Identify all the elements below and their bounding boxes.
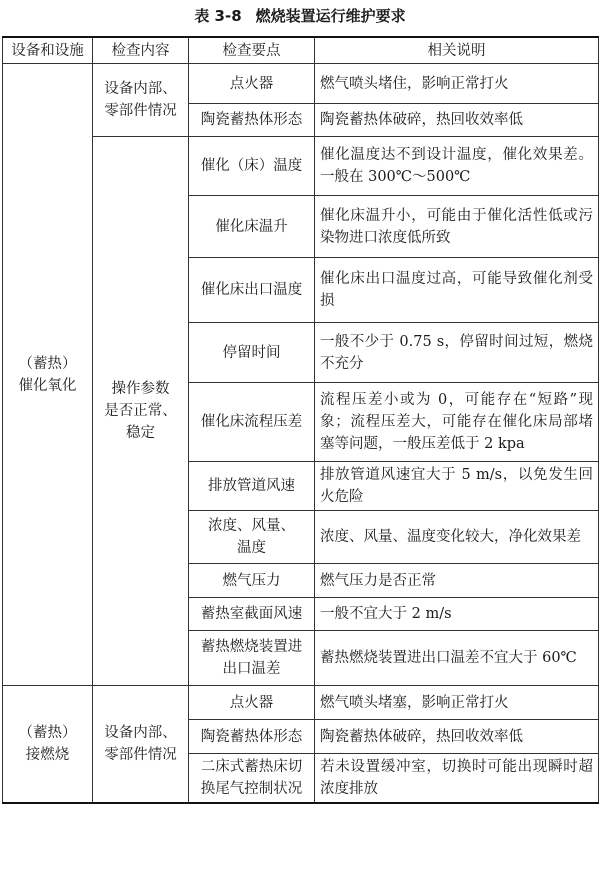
check-point-cell: 催化床流程压差 — [189, 383, 315, 462]
check-point-cell: 排放管道风速 — [189, 462, 315, 511]
header-equipment: 设备和设施 — [3, 37, 93, 64]
check-point-cell: 蓄热燃烧装置进 出口温差 — [189, 631, 315, 686]
description-cell: 燃气喷头堵塞，影响正常打火 — [315, 686, 599, 720]
description-cell: 流程压差小或为 0，可能存在“短路”现象；流程压差大，可能存在催化床局部堵塞等问题，一般压差低于 2 kpa — [315, 383, 599, 462]
check-point-cell: 燃气压力 — [189, 564, 315, 598]
description-cell: 若未设置缓冲室，切换时可能出现瞬时超浓度排放 — [315, 754, 599, 804]
header-check-content: 检查内容 — [93, 37, 189, 64]
check-point-cell: 陶瓷蓄热体形态 — [189, 720, 315, 754]
description-cell: 燃气喷头堵住，影响正常打火 — [315, 64, 599, 104]
table-body — [3, 64, 599, 804]
check-point-cell: 催化床温升 — [189, 196, 315, 258]
check-point-cell: 二床式蓄热床切 换尾气控制状况 — [189, 754, 315, 804]
header-description: 相关说明 — [315, 37, 599, 64]
table-row — [3, 137, 599, 196]
description-cell: 催化床出口温度过高，可能导致催化剂受损 — [315, 258, 599, 323]
description-cell: 浓度、风量、温度变化较大，净化效果差 — [315, 511, 599, 564]
check-point-cell: 蓄热室截面风速 — [189, 598, 315, 631]
header-check-point: 检查要点 — [189, 37, 315, 64]
description-cell: 陶瓷蓄热体破碎，热回收效率低 — [315, 104, 599, 137]
check-content-cell: 设备内部、 零部件情况 — [93, 686, 189, 804]
description-cell: 陶瓷蓄热体破碎，热回收效率低 — [315, 720, 599, 754]
description-cell: 催化温度达不到设计温度，催化效果差。一般在 300℃～500℃ — [315, 137, 599, 196]
table-row — [3, 64, 599, 104]
check-point-cell: 催化床出口温度 — [189, 258, 315, 323]
table-title: 燃烧装置运行维护要求 — [255, 7, 406, 25]
check-point-cell: 浓度、风量、 温度 — [189, 511, 315, 564]
table-caption — [0, 6, 600, 26]
description-cell: 一般不少于 0.75 s，停留时间过短，燃烧不充分 — [315, 323, 599, 383]
check-point-cell: 点火器 — [189, 686, 315, 720]
table-number: 表 3-8 — [194, 7, 242, 25]
check-point-cell: 陶瓷蓄热体形态 — [189, 104, 315, 137]
description-cell: 一般不宜大于 2 m/s — [315, 598, 599, 631]
equipment-cell: （蓄热） 接燃烧 — [3, 686, 93, 804]
check-content-cell: 设备内部、 零部件情况 — [93, 64, 189, 137]
header-row — [3, 37, 599, 64]
check-point-cell: 催化（床）温度 — [189, 137, 315, 196]
equipment-cell: （蓄热） 催化氧化 — [3, 64, 93, 686]
description-cell: 排放管道风速宜大于 5 m/s，以免发生回火危险 — [315, 462, 599, 511]
table-row — [3, 686, 599, 720]
description-cell: 催化床温升小，可能由于催化活性低或污染物进口浓度低所致 — [315, 196, 599, 258]
maintenance-requirements-table — [2, 36, 599, 804]
description-cell: 蓄热燃烧装置进出口温差不宜大于 60℃ — [315, 631, 599, 686]
check-point-cell: 点火器 — [189, 64, 315, 104]
check-point-cell: 停留时间 — [189, 323, 315, 383]
check-content-cell: 操作参数 是否正常、 稳定 — [93, 137, 189, 686]
description-cell: 燃气压力是否正常 — [315, 564, 599, 598]
